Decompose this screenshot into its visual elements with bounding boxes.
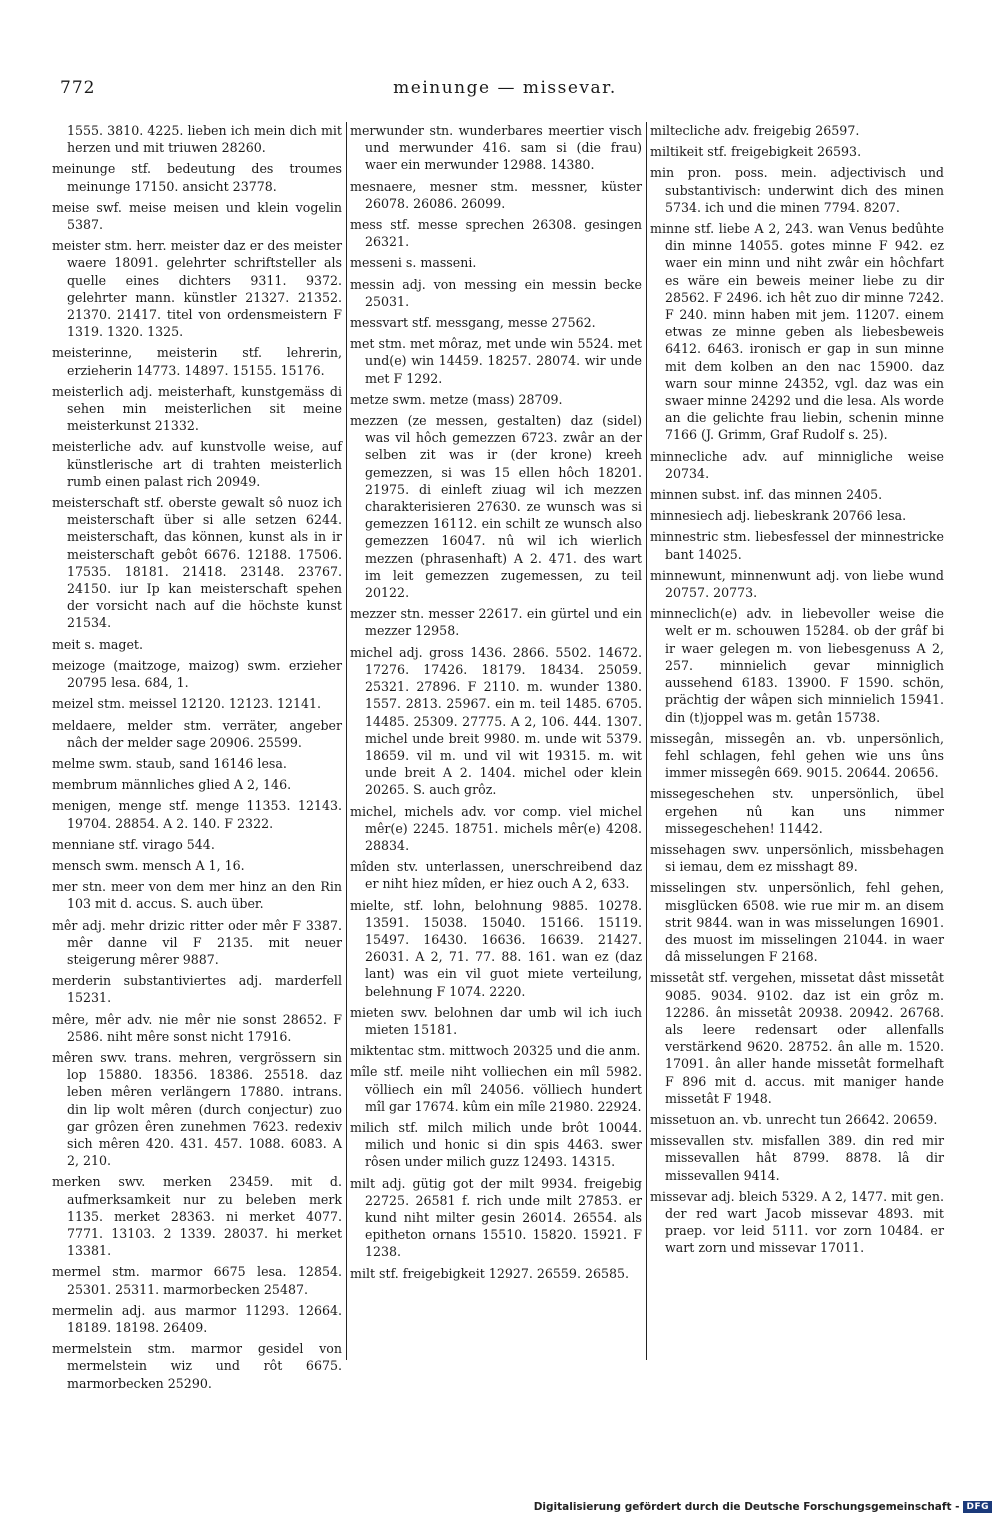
dictionary-entry: merken swv. merken 23459. mit d. aufmerksamkeit nur zu beleben merk 1135. merket 28363. ni merket 4077. 7771. 13103. 2 1339. 28037. hi merket 13381.	[52, 1174, 342, 1259]
dictionary-entry: miktentac stm. mittwoch 20325 und die anm.	[350, 1043, 641, 1059]
dictionary-entry: milt stf. freigebigkeit 12927. 26559. 26585.	[350, 1265, 630, 1281]
dictionary-entry: messin adj. von messing ein messin becke 25031.	[350, 276, 642, 309]
dictionary-entry: messvart stf. messgang, messe 27562.	[350, 315, 596, 331]
dictionary-entry: mermel stm. marmor 6675 lesa. 12854. 25301. 25311. marmorbecken 25487.	[52, 1264, 342, 1297]
dictionary-entry: meinunge stf. bedeutung des troumes meinunge 17150. ansicht 23778.	[52, 161, 342, 194]
dictionary-entry: milt adj. gütig got der milt 9934. freigebig 22725. 26581 f. rich unde milt 27853. er kund niht milter gesin 26014. 26554. als epitheton ornans 15510. 15820. 15921. F 1238.	[350, 1175, 642, 1260]
dictionary-entry: membrum männliches glied A 2, 146.	[52, 777, 292, 793]
dictionary-entry: mezzen (ze messen, gestalten) daz (sidel) was vil hôch gemezzen 6723. zwâr an der selben zit was ir (der krone) kreeh gemezzen, si was 15 ellen hôch 18201. 21975. di einleft ziuag wil ich mezzen charakterisieren 27630. ze wunsch was si gemezzen 16112. ein schilt ze wunsch also gemezzen 16047. nû wil ich wierlich mezzen (phrasenhaft) A 2. 471. des wart im leit gemezzen zugemessen, zu teil 20122.	[350, 413, 642, 601]
dictionary-entry: minnesiech adj. liebeskrank 20766 lesa.	[650, 508, 907, 524]
dictionary-entry: missetât stf. vergehen, missetat dâst missetât 9085. 9034. 9102. daz ist ein grôz m. 12286. ân missetât 20938. 20942. 26768. als leere redensart oder allenfalls verstärkend 9620. 28752. ân alle m. 1520. 17091. ân aller hande missetât formelhaft F 896 mit d. accus. mit maniger hande missetât F 1948.	[650, 970, 944, 1106]
column-1	[52, 122, 342, 1396]
dfg-logo: DFG	[963, 1501, 992, 1513]
dictionary-entry: meit s. maget.	[52, 636, 143, 652]
dictionary-entry: meizoge (maitzoge, maizog) swm. erzieher 20795 lesa. 684, 1.	[52, 657, 342, 691]
dictionary-entry: meisterschaft stf. oberste gewalt sô nuoz ich meisterschaft über si alle setzen 6244. meisterschaft, das können, kunst als in ir meisterschaft gebôt 6676. 12188. 17506. 17535. 18181. 21418. 23148. 23767. 24150. iur Ip kan meisterschaft spehen der vorsicht nach auf die höchste kunst 21534.	[52, 495, 342, 631]
dictionary-entry: minnecliche adv. auf minnigliche weise 20734.	[650, 448, 944, 481]
dictionary-entry: misselingen stv. unpersönlich, fehl gehen, misglücken 6508. wie rue mir m. an disem strit 9844. wan in was misselungen 16901. des muost im misselingen 21044. in waer dâ misselungen F 2168.	[650, 880, 944, 965]
dictionary-entry: mesnaere, mesner stm. messner, küster 26078. 26086. 26099.	[350, 178, 642, 211]
dictionary-entry: mensch swm. mensch A 1, 16.	[52, 857, 245, 873]
column-2	[350, 122, 642, 1286]
dictionary-entry: meizel stm. meissel 12120. 12123. 12141.	[52, 696, 322, 712]
dictionary-entry: meise swf. meise meisen und klein vogelin 5387.	[52, 199, 342, 233]
page-number: 772	[60, 78, 96, 98]
dictionary-entry: melme swm. staub, sand 16146 lesa.	[52, 755, 287, 771]
dictionary-entry: missevar adj. bleich 5329. A 2, 1477. mit gen. der red wart Jacob missevar 4893. mit praep. vor leid 5111. vor zorn 10484. er wart zorn und missevar 17011.	[650, 1188, 944, 1256]
dictionary-entry: merderin substantiviertes adj. marderfell 15231.	[52, 973, 342, 1006]
footer-credit	[534, 1501, 992, 1513]
dictionary-entry: meisterliche adv. auf kunstvolle weise, auf künstlerische art di trahten meisterlich rumb einen palast rich 20949.	[52, 439, 342, 489]
dictionary-entry: mieten swv. belohnen dar umb wil ich iuch mieten 15181.	[350, 1004, 642, 1037]
dictionary-entry: missevallen stv. misfallen 389. din red mir missevallen hât 8799. 8878. lâ dir missevallen 9414.	[650, 1133, 944, 1183]
dictionary-entry: mêren swv. trans. mehren, vergrössern sin lop 15880. 18356. 18386. 25518. daz leben mêren verlängern 17880. intrans. din lip wolt mêren (durch conjectur) zuo gar grôzen êren zunehmen 7623. redexiv sich mêren 420. 431. 457. 1088. 6083. A 2, 210.	[52, 1049, 342, 1169]
dictionary-entry: mezzer stn. messer 22617. ein gürtel und ein mezzer 12958.	[350, 606, 642, 639]
dictionary-entry: meisterinne, meisterin stf. lehrerin, erzieherin 14773. 14897. 15155. 15176.	[52, 345, 342, 378]
page-header	[60, 78, 950, 102]
column-rule-1	[346, 122, 347, 1360]
dictionary-entry: miltikeit stf. freigebigkeit 26593.	[650, 144, 862, 160]
dictionary-entry: minnestric stm. liebesfessel der minnestricke bant 14025.	[650, 529, 944, 562]
dictionary-entry: milich stf. milch milich unde brôt 10044. milich und honic si din spis 4463. swer rôsen under milich guzz 12493. 14315.	[350, 1119, 642, 1170]
dictionary-entry: missegân, missegên an. vb. unpersönlich, fehl schlagen, fehl gehen wie uns ûns immer missegên 669. 9015. 20644. 20656.	[650, 730, 944, 781]
dictionary-entry: mîle stf. meile niht volliechen ein mîl 5982. völliech ein mîl 24056. völliech hundert mîl gar 17674. kûm ein mîle 21980. 22924.	[350, 1064, 642, 1114]
dictionary-columns	[52, 122, 952, 1391]
dictionary-entry: metze swm. metze (mass) 28709.	[350, 391, 563, 407]
dictionary-entry: mîden stv. unterlassen, unerschreibend daz er niht hiez mîden, er hiez ouch A 2, 633.	[350, 859, 642, 892]
dictionary-entry: mermelin adj. aus marmor 11293. 12664. 18189. 18198. 26409.	[52, 1302, 342, 1335]
dictionary-entry: minnen subst. inf. das minnen 2405.	[650, 487, 883, 503]
dictionary-entry: merwunder stn. wunderbares meertier visch und merwunder 416. sam si (die frau) waer ein merwunder 12988. 14380.	[350, 123, 642, 173]
dictionary-entry: meldaere, melder stm. verräter, angeber nâch der melder sage 20906. 25599.	[52, 717, 342, 750]
dictionary-entry: meister stm. herr. meister daz er des meister waere 18091. gelehrter schriftsteller als quelle eines dichters 9311. 9372. gelehrter mann. künstler 21327. 21352. 21370. 21417. titel von ordensmeistern F 1319. 1320. 1325.	[52, 238, 342, 340]
dictionary-entry: met stm. met môraz, met unde win 5524. met und(e) win 14459. 18257. 28074. wir unde met F 1292.	[350, 336, 642, 386]
dictionary-entry: missehagen swv. unpersönlich, missbehagen si iemau, dem ez misshagt 89.	[650, 841, 944, 875]
dictionary-entry: missetuon an. vb. unrecht tun 26642. 20659.	[650, 1111, 938, 1127]
dictionary-entry: michel adj. gross 1436. 2866. 5502. 14672. 17276. 17426. 18179. 18434. 25059. 25321. 27896. F 2110. m. wunder 1380. 1557. 2813. 25967. ein m. teil 1485. 6705. 14485. 25309. 27775. A 2, 106. 444. 1307. michel unde breit 9980. m. unde wit 5379. 18659. vil m. und vil wit 19315. m. wit unde breit A 2. 1404. michel oder klein 20265. S. auch grôz.	[350, 644, 642, 798]
column-rule-2	[646, 122, 647, 1360]
dictionary-entry: menniane stf. virago 544.	[52, 836, 215, 852]
dictionary-entry: meisterlich adj. meisterhaft, kunstgemäss di sehen min meisterlichen sit meine meisterkunst 21332.	[52, 383, 342, 434]
dictionary-entry: 1555. 3810. 4225. lieben ich mein dich mit herzen und mit triuwen 28260.	[67, 123, 342, 156]
dictionary-entry: min pron. poss. mein. adjectivisch und substantivisch: underwint dich des minen 5734. ich und die minen 7794. 8207.	[650, 165, 944, 215]
dictionary-entry: mielte, stf. lohn, belohnung 9885. 10278. 13591. 15038. 15040. 15166. 15119. 15497. 16430. 16636. 16639. 21427. 26031. A 2, 71. 77. 88. 161. wan ez (daz lant) was ein vil guot miete verteilung, belehnung F 1074. 2220.	[350, 897, 642, 999]
dictionary-entry: missegeschehen stv. unpersönlich, übel ergehen nû kan uns nimmer missegeschehen! 11442.	[650, 786, 944, 836]
dictionary-entry: michel, michels adv. vor comp. viel michel mêr(e) 2245. 18751. michels mêr(e) 4208. 28834.	[350, 803, 642, 853]
dictionary-entry: minnewunt, minnenwunt adj. von liebe wund 20757. 20773.	[650, 567, 944, 601]
dictionary-entry: mess stf. messe sprechen 26308. gesingen 26321.	[350, 217, 642, 250]
footer-credit-text: Digitalisierung gefördert durch die Deutsche Forschungsgemeinschaft -	[533, 1501, 960, 1513]
dictionary-entry: mêr adj. mehr drizic ritter oder mêr F 3387. mêr danne vil F 2135. mit neuer steigerung mêrer 9887.	[52, 917, 342, 967]
dictionary-entry: mermelstein stm. marmor gesidel von mermelstein wiz und rôt 6675. marmorbecken 25290.	[52, 1341, 342, 1391]
dictionary-entry: mêre, mêr adv. nie mêr nie sonst 28652. F 2586. niht mêre sonst nicht 17916.	[52, 1011, 342, 1044]
dictionary-entry: miltecliche adv. freigebig 26597.	[650, 123, 860, 138]
dictionary-entry: messeni s. masseni.	[350, 255, 477, 271]
running-head: meinunge — missevar.	[393, 78, 617, 98]
dictionary-entry: menigen, menge stf. menge 11353. 12143. 19704. 28854. A 2. 140. F 2322.	[52, 798, 342, 831]
dictionary-entry: minne stf. liebe A 2, 243. wan Venus bedûhte din minne 14055. gotes minne F 942. ez waer ein minn und niht zwâr ein hôchfart es wäre ein beweis meiner liebe zu dir 28562. F 2496. ich hêt zuo dir minne 7242. F 240. minn haben mit jem. 11207. einem etwas ze minne geben als liebesbeweis 6412. 6463. ironisch er gap in sun minne mit dem kolben an den nac 15900. daz warn sour minne 24352, vgl. daz was ein swaer minne 24292 und die lesa. Als worde an die gelichte frau liebin, schenin minne 7166 (J. Grimm, Graf Rudolf s. 25).	[650, 221, 944, 443]
dictionary-entry: minneclich(e) adv. in liebevoller weise die welt er m. schouwen 15284. ob der grâf bi ir waer gelegen m. von liebesgenuss A 2, 257. minnielich gevar minniglich aussehend 6183. 13900. F 1590. schön, prächtig der wâpen sich minnielich 15941. din (t)joppel was m. getân 15738.	[650, 606, 944, 725]
dictionary-entry: mer stn. meer von dem mer hinz an den Rin 103 mit d. accus. S. auch über.	[52, 879, 342, 912]
column-3	[650, 122, 944, 1261]
